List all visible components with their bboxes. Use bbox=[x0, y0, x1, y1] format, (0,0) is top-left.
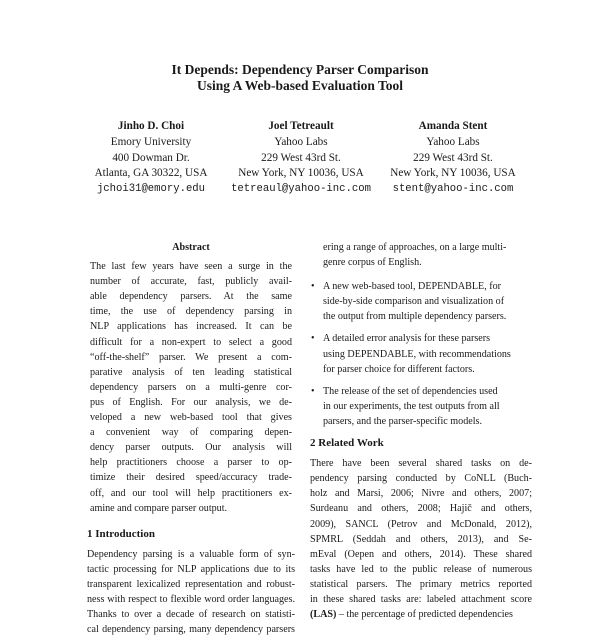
abstract-line: dency parser outputs. Our analysis will bbox=[90, 442, 292, 454]
title-line-1: It Depends: Dependency Parser Comparison bbox=[171, 62, 429, 77]
body-line: There have been several shared tasks on de- bbox=[310, 458, 532, 470]
author-city: New York, NY 10036, USA bbox=[238, 167, 364, 180]
body-line: in these shared tasks are: labeled attachment score bbox=[310, 593, 532, 605]
body-line: Dependency parsing is a valuable form of syn- bbox=[87, 548, 295, 560]
left-column bbox=[87, 240, 295, 637]
title-line-2: Using A Web-based Evaluation Tool bbox=[196, 78, 404, 93]
list-item bbox=[310, 384, 532, 429]
author-street: 400 Dowman Dr. bbox=[112, 151, 190, 164]
abstract-line: The last few years have seen a surge in the bbox=[90, 261, 292, 273]
author-street: 229 West 43rd St. bbox=[413, 151, 493, 164]
author-email[interactable]: tetreaul@yahoo-inc.com bbox=[231, 183, 371, 196]
section-heading-related-work: 2 Related Work bbox=[310, 437, 384, 450]
abstract-line: time, the use of dependency parsing in bbox=[90, 306, 292, 318]
contribution-list bbox=[310, 279, 532, 429]
abstract-line: difficult for a non-expert to select a good bbox=[90, 336, 292, 348]
body-line: transparent lexicalized representation and robust- bbox=[87, 578, 295, 590]
las-term: (LAS) bbox=[310, 609, 337, 621]
bullet-text: , for bbox=[484, 281, 502, 293]
paper-title bbox=[0, 62, 600, 94]
abstract-line: “off-the-shelf” parser. We present a com- bbox=[90, 351, 292, 363]
abstract-line: a convenient way of comparing depen- bbox=[90, 427, 292, 439]
bullet-line: • A detailed error analysis for these parsers bbox=[323, 333, 491, 345]
author-email[interactable]: stent@yahoo-inc.com bbox=[392, 183, 514, 196]
list-item bbox=[310, 331, 532, 376]
author-name: Amanda Stent bbox=[418, 120, 488, 132]
author-block-1 bbox=[86, 119, 216, 198]
author-block-2 bbox=[222, 119, 380, 198]
related-work-body bbox=[310, 456, 532, 622]
abstract-line: off, and our tool will help practitioners ex- bbox=[90, 487, 292, 499]
bullet-text: using bbox=[323, 348, 348, 360]
abstract-body bbox=[87, 259, 295, 516]
body-line: statistical parsers. The primary metrics reported bbox=[310, 578, 532, 590]
body-line: holz and Marsi, 2006; Nivre and others, 2007; bbox=[310, 488, 532, 500]
author-affiliation: Yahoo Labs bbox=[274, 135, 328, 148]
bullet-line: • The release of the set of dependencies used bbox=[323, 385, 498, 397]
bullet-line: the output from multiple dependency parsers. bbox=[323, 311, 507, 323]
author-email[interactable]: jchoi31@emory.edu bbox=[96, 183, 206, 196]
tool-name: DEPENDABLE bbox=[347, 348, 414, 360]
body-line: tasks have led to the public release of numerous bbox=[310, 563, 532, 575]
bullet-line: side-by-side comparison and visualization of bbox=[323, 296, 505, 308]
author-city: New York, NY 10036, USA bbox=[390, 167, 516, 180]
abstract-line: number of accurate, fast, publicly avail- bbox=[90, 276, 292, 288]
abstract-line: NLP applications has increased. It can be bbox=[90, 321, 292, 333]
body-line: pendency parsing conducted by CoNLL (Buch- bbox=[310, 473, 532, 485]
abstract-line: timize their desired speed/accuracy trade- bbox=[90, 472, 292, 484]
abstract-heading: Abstract bbox=[172, 242, 210, 253]
tool-name: DEPENDABLE bbox=[418, 281, 485, 293]
introduction-body bbox=[87, 547, 295, 637]
body-line: Surdeanu and others, 2008; Hajič and others, bbox=[310, 503, 532, 515]
body-line: genre corpus of English. bbox=[323, 257, 422, 269]
right-column bbox=[310, 240, 532, 622]
bullet-line: parsers, and the parser-specific models. bbox=[323, 415, 482, 427]
abstract-line: parative analysis of ten leading statistical bbox=[90, 366, 292, 378]
author-name: Joel Tetreault bbox=[268, 120, 334, 132]
body-line: Thanks to over a decade of research on statisti- bbox=[87, 609, 295, 621]
abstract-line: able dependency parsers. At the same bbox=[90, 291, 292, 303]
bullet-line: for parser choice for different factors. bbox=[323, 363, 475, 375]
body-line: SPMRL (Seddah and others, 2013), and Se- bbox=[310, 533, 532, 545]
continued-text bbox=[310, 240, 532, 270]
bullet-text: , with recommendations bbox=[413, 348, 511, 360]
section-heading-introduction: 1 Introduction bbox=[87, 527, 155, 540]
abstract-line: help practitioners choose a parser to op- bbox=[90, 457, 292, 469]
abstract-line: amine and compare parser output. bbox=[90, 502, 228, 514]
body-line: cal dependency parsing, many dependency parsers bbox=[87, 624, 295, 636]
abstract-line: pus of English. For our analysis, we de- bbox=[90, 396, 292, 408]
author-name: Jinho D. Choi bbox=[117, 120, 185, 132]
author-city: Atlanta, GA 30322, USA bbox=[94, 167, 208, 180]
body-line: tactic processing for NLP applications due to its bbox=[87, 563, 295, 575]
author-affiliation: Emory University bbox=[110, 135, 192, 148]
abstract-line: veloped a new web-based tool that gives bbox=[90, 412, 292, 424]
body-line: ness with respect to flexible word order languages. bbox=[87, 594, 295, 606]
body-line: mEval (Oepen and others, 2014). These shared bbox=[310, 548, 532, 560]
abstract-line: dependency parsers on a multi-genre cor- bbox=[90, 381, 292, 393]
body-line: ering a range of approaches, on a large multi- bbox=[323, 242, 507, 253]
author-street: 229 West 43rd St. bbox=[261, 151, 341, 164]
bullet-text: A new web-based tool, bbox=[323, 281, 419, 293]
author-affiliation: Yahoo Labs bbox=[426, 135, 480, 148]
list-item bbox=[310, 279, 532, 324]
body-line: – the percentage of predicted dependencies bbox=[338, 609, 513, 621]
bullet-line: in our experiments, the test outputs from all bbox=[323, 400, 500, 412]
body-line: 2009), SANCL (Petrov and McDonald, 2012), bbox=[310, 518, 532, 530]
author-block-3 bbox=[380, 119, 526, 198]
